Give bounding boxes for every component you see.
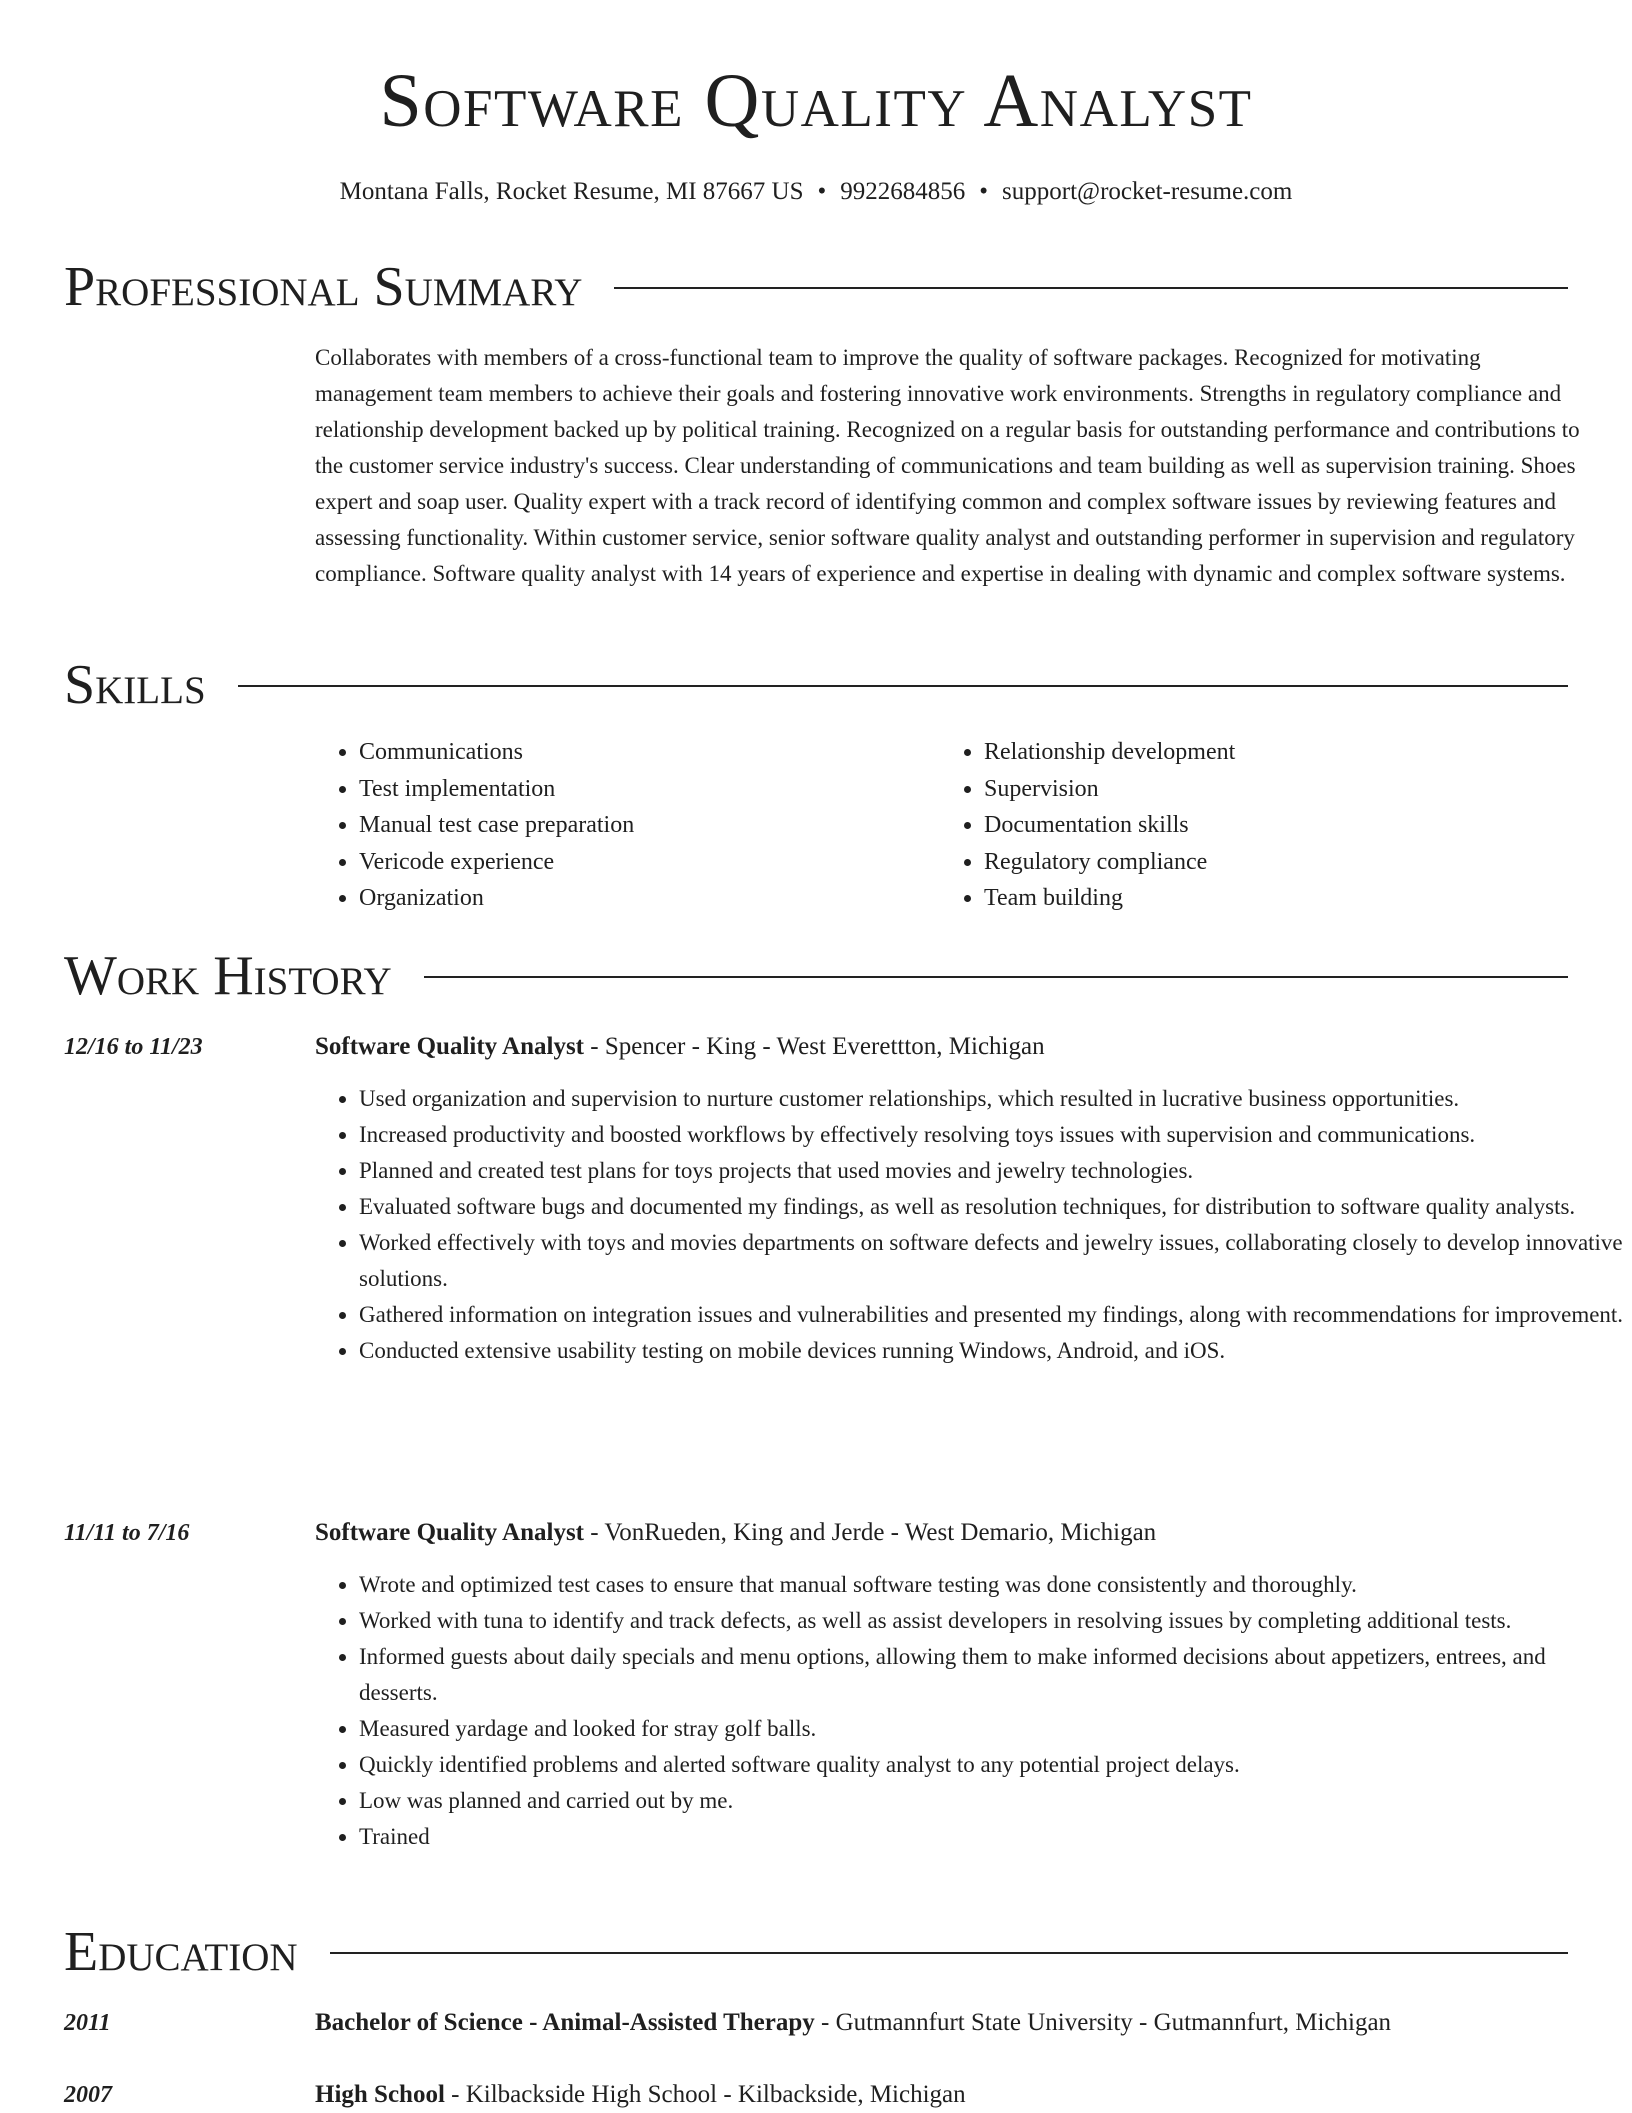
section-work-header — [64, 941, 1568, 1011]
job-bullet: • Planned and created test plans for toys projects that used movies and jewelry technologies. — [359, 1153, 1624, 1189]
section-summary-header — [64, 252, 1568, 322]
skills-column-left — [315, 734, 940, 917]
skill-item: • Regulatory compliance — [984, 844, 1565, 881]
job-title: Software Quality Analyst — [315, 1519, 584, 1546]
skill-item: • Manual test case preparation — [359, 807, 940, 844]
skills-column-right — [940, 734, 1565, 917]
skill-item: • Documentation skills — [984, 807, 1565, 844]
section-education-header — [64, 1917, 1568, 1987]
contact-email[interactable]: support@rocket-resume.com — [1002, 178, 1293, 205]
separator-dot: • — [817, 178, 827, 205]
education-year: 2011 — [64, 2010, 111, 2036]
job-bullet: • Low was planned and carried out by me. — [359, 1783, 1624, 1819]
skill-item: • Vericode experience — [359, 844, 940, 881]
summary-text: Collaborates with members of a cross-functional team to improve the quality of software packages. Recognized for motivating management team members to achieve their goals and fostering innovative work environments. Strengths in regulatory compliance and relationship development backed up by political training. Recognized on a regular basis for outstanding performance and contributions to the customer service industry's success. Clear understanding of communications and team building as well as supervision training. Shoes expert and soap user. Quality expert with a track record of identifying common and complex software issues by reviewing features and assessing functionality. Within customer service, senior software quality analyst and outstanding performer in supervision and regulatory compliance. Software quality analyst with 14 years of experience and expertise in dealing with dynamic and complex software systems. — [315, 345, 1580, 586]
job-company: - VonRueden, King and Jerde - West Demario, Michigan — [584, 1519, 1157, 1546]
section-divider — [238, 685, 1568, 687]
job-heading — [315, 1029, 1045, 1065]
education-degree: Bachelor of Science - Animal-Assisted Therapy — [315, 2009, 815, 2036]
skills-list — [315, 734, 1565, 917]
job-bullet: • Conducted extensive usability testing on mobile devices running Windows, Android, and iOS. — [359, 1333, 1624, 1369]
job-heading — [315, 1515, 1156, 1551]
education-school: - Gutmannfurt State University - Gutmannfurt, Michigan — [814, 2009, 1392, 2036]
skill-item: • Test implementation — [359, 771, 940, 808]
job-bullet: • Wrote and optimized test cases to ensure that manual software testing was done consistently and thoroughly. — [359, 1567, 1624, 1603]
job-bullet: • Increased productivity and boosted workflows by effectively resolving toys issues with supervision and communications. — [359, 1117, 1624, 1153]
contact-line — [0, 174, 1632, 210]
education-school: - Kilbackside High School - Kilbackside, Michigan — [444, 2081, 966, 2108]
section-title: Professional Summary — [64, 256, 583, 318]
job-bullet: • Informed guests about daily specials and menu options, allowing them to make informed decisions about appetizers, entrees, and desserts. — [359, 1639, 1624, 1711]
resume-name: Software Quality Analyst — [379, 59, 1253, 143]
job-bullet: • Worked effectively with toys and movies departments on software defects and jewelry issues, collaborating closely to develop innovative solutions. — [359, 1225, 1624, 1297]
job-bullet: • Worked with tuna to identify and track defects, as well as assist developers in resolving issues by completing additional tests. — [359, 1603, 1624, 1639]
education-degree: High School — [315, 2081, 445, 2108]
section-title: Skills — [64, 654, 206, 716]
job-bullet: • Used organization and supervision to nurture customer relationships, which resulted in lucrative business opportunities. — [359, 1081, 1624, 1117]
job-bullet: • Trained — [359, 1819, 1624, 1855]
education-heading — [315, 2077, 966, 2113]
job-dates: 12/16 to 11/23 — [64, 1034, 203, 1060]
skill-item: • Supervision — [984, 771, 1565, 808]
section-divider — [614, 287, 1568, 289]
separator-dot: • — [979, 178, 989, 205]
job-title: Software Quality Analyst — [315, 1033, 584, 1060]
section-title: Education — [64, 1921, 298, 1983]
job-company: - Spencer - King - West Everettton, Michigan — [584, 1033, 1045, 1060]
job-bullets — [315, 1081, 1624, 1369]
section-divider — [424, 976, 1568, 978]
section-skills-header — [64, 650, 1568, 720]
job-bullet: • Evaluated software bugs and documented my findings, as well as resolution techniques, for distribution to software quality analysts. — [359, 1189, 1624, 1225]
education-year: 2007 — [64, 2082, 112, 2108]
skill-item: • Team building — [984, 880, 1565, 917]
skill-item: • Organization — [359, 880, 940, 917]
job-bullets — [315, 1567, 1624, 1855]
education-heading — [315, 2005, 1391, 2041]
job-bullet: • Gathered information on integration issues and vulnerabilities and presented my findings, along with recommendations for improvement. — [359, 1297, 1624, 1333]
skill-item: • Relationship development — [984, 734, 1565, 771]
skill-item: • Communications — [359, 734, 940, 771]
job-bullet: • Measured yardage and looked for stray golf balls. — [359, 1711, 1624, 1747]
contact-address: Montana Falls, Rocket Resume, MI 87667 US — [339, 178, 804, 205]
section-title: Work History — [64, 945, 392, 1007]
section-divider — [330, 1952, 1568, 1954]
job-bullet: • Quickly identified problems and alerted software quality analyst to any potential project delays. — [359, 1747, 1624, 1783]
job-dates: 11/11 to 7/16 — [64, 1520, 190, 1546]
contact-phone: 9922684856 — [840, 178, 966, 205]
